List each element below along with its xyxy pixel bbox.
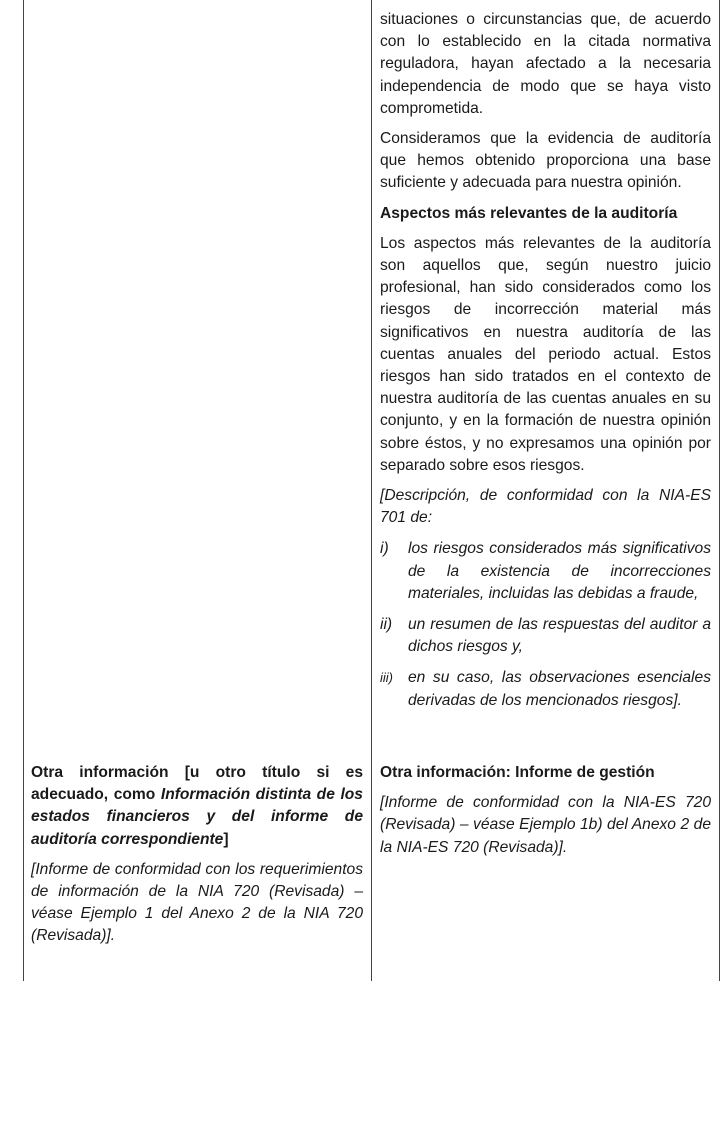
list-item-text: los riesgos considerados más significativos de la existencia de incorrecciones materiales, incluidas las debidas a fraude, <box>408 540 711 602</box>
table-border-right <box>719 0 720 981</box>
paragraph-key-audit-matters: Los aspectos más relevantes de la auditoría son aquellos que, según nuestro juicio profesional, han sido considerados como los riesgos de incorrección material más significativos en nuestra auditoría de las cuentas anuales del periodo actual. Estos riesgos han sido tratados en el contexto de nuestra auditoría de las cuentas anuales en su conjunto, y en la formación de nuestra opinión sobre éstos, y no expresamos una opinión por separado sobre esos riesgos. <box>380 234 711 474</box>
heading-other-information <box>31 762 363 851</box>
list-item <box>380 667 711 711</box>
heading-key-audit-matters: Aspectos más relevantes de la auditoría <box>380 204 678 222</box>
heading-management-report: Otra información: Informe de gestión <box>380 764 655 781</box>
table-border-left <box>23 0 24 981</box>
list-item-number: iii) <box>380 670 393 686</box>
list-item-number: ii) <box>380 616 393 634</box>
right-bottom-cell <box>380 762 711 859</box>
heading-other-information-start: Otra información [u otro título si es adecuado, como <box>31 764 363 804</box>
paragraph-independence-continued: situaciones o circunstancias que, de acuerdo con lo establecido en la citada normativa reguladora, hayan afectado a la necesaria independencia de modo que se haya visto comprometida. <box>380 11 711 117</box>
note-nia-es-720: [Informe de conformidad con la NIA-ES 720 (Revisada) – véase Ejemplo 1b) del Anexo 2 de la NIA-ES 720 (Revisada)]. <box>380 794 711 856</box>
list-item <box>380 614 711 658</box>
note-nia-720: [Informe de conformidad con los requerimientos de información de la NIA 720 (Revisada) – véase Ejemplo 1 del Anexo 2 de la NIA 720 (Revisada)]. <box>31 860 363 945</box>
table-border-middle <box>371 0 372 981</box>
left-bottom-cell <box>31 762 363 948</box>
list-item-text: en su caso, las observaciones esenciales derivadas de los mencionados riesgos]. <box>408 669 711 709</box>
heading-other-information-italic: Información distinta de los estados financieros y del informe de auditoría correspondiente <box>31 786 363 848</box>
paragraph-description-intro: [Descripción, de conformidad con la NIA-ES 701 de: <box>380 487 711 527</box>
list-item-number: i) <box>380 540 389 558</box>
list-item <box>380 538 711 605</box>
paragraph-audit-evidence: Consideramos que la evidencia de auditoría que hemos obtenido proporciona una base suficiente y adecuada para nuestra opinión. <box>380 130 711 192</box>
list-item-text: un resumen de las respuestas del auditor a dichos riesgos y, <box>408 616 711 656</box>
heading-other-information-end: ] <box>223 830 229 848</box>
right-top-cell <box>380 9 711 712</box>
